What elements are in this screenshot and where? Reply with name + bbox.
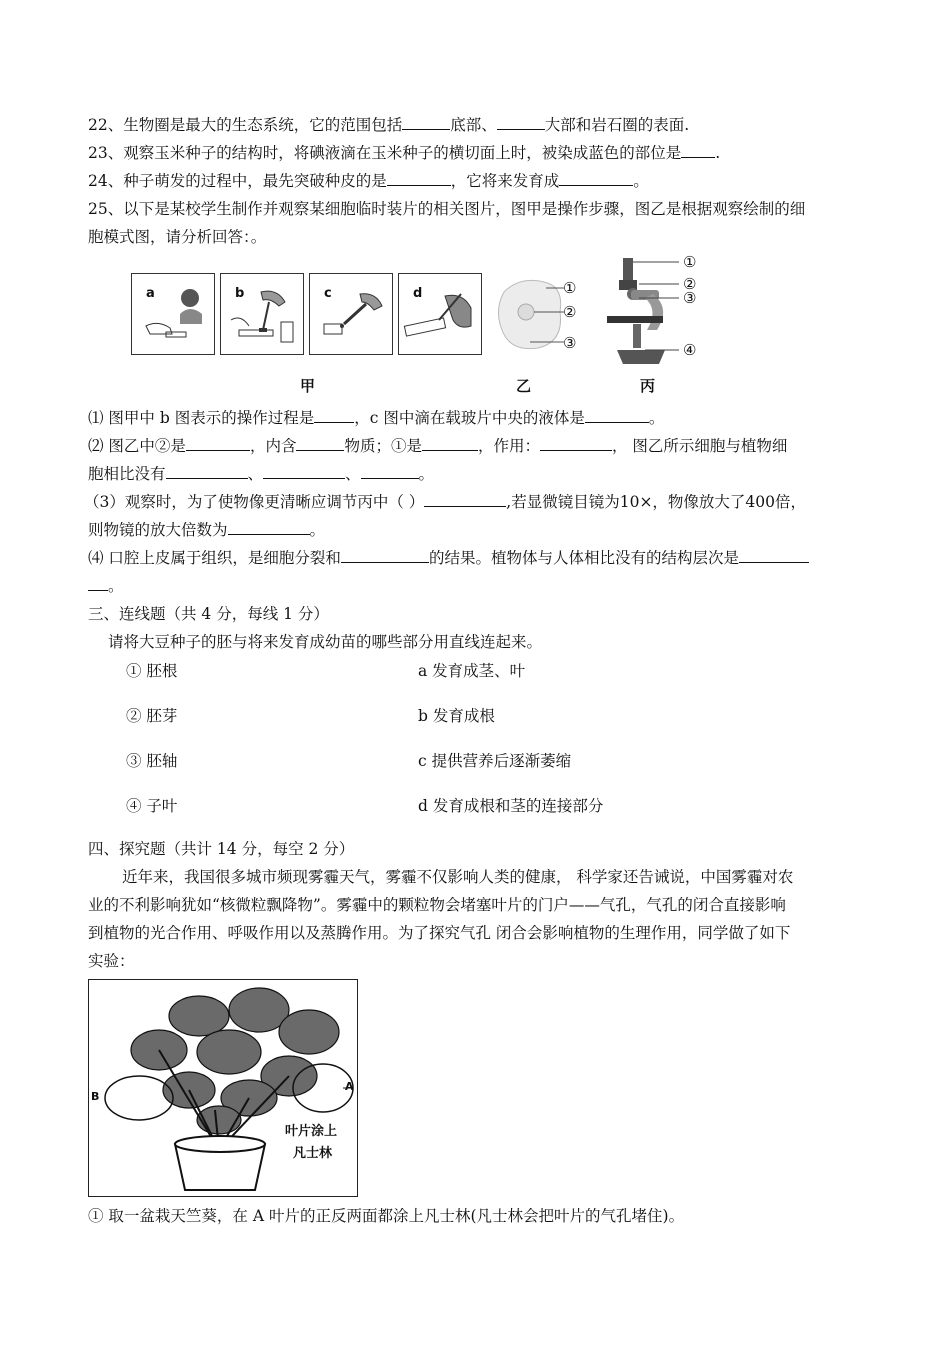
sub2-text-5: ， 图乙所示细胞与植物细 — [611, 437, 788, 455]
match-left-1[interactable]: ① 胚根 — [126, 662, 178, 680]
match-right-a[interactable]: a 发育成茎、叶 — [418, 662, 526, 680]
sub3-text: （3）观察时，为了使物像更清晰应调节丙中（ ） — [84, 493, 425, 511]
answer-blank[interactable] — [186, 436, 250, 451]
scope-label-2: ② — [683, 275, 697, 293]
answer-blank[interactable] — [540, 436, 612, 451]
answer-blank[interactable] — [361, 464, 419, 479]
section-3-instruction: 请将大豆种子的胚与将来发育成幼苗的哪些部分用直线连起来。 — [108, 633, 543, 651]
sub2-text-3: 物质；①是 — [344, 437, 422, 455]
sub3b-text: 则物镜的放大倍数为 — [88, 521, 228, 539]
figure-step-c — [309, 273, 393, 355]
answer-blank[interactable] — [88, 576, 108, 591]
leaf-label-b: B — [91, 1090, 100, 1103]
step-label-a: a — [146, 286, 155, 301]
plant-note-line-1: 叶片涂上 — [285, 1124, 338, 1139]
figure-geranium-plant — [88, 979, 358, 1197]
cell-label-2: ② — [563, 303, 577, 321]
sub-question-4 — [88, 547, 809, 569]
q24-text-2: ，它将来发育成 — [450, 172, 560, 190]
sub4-text-2: 的结果。植物体与人体相比没有的结构层次是 — [428, 549, 739, 567]
answer-blank[interactable] — [739, 548, 809, 563]
leaf-label-a: A — [345, 1080, 354, 1093]
match-right-b[interactable]: b 发育成根 — [418, 707, 495, 725]
answer-blank[interactable] — [424, 492, 506, 507]
sub4-text: ⑷ 口腔上皮属于组织，是细胞分裂和 — [88, 549, 341, 567]
question-25-line2: 胞模式图，请分析回答：。 — [88, 228, 267, 246]
sub1-text: ⑴ 图甲中 b 图表示的操作过程是 — [88, 409, 315, 427]
q22-text-3: 大部和岩石圈的表面. — [544, 116, 690, 134]
figure-step-d — [398, 273, 482, 355]
sub1-text-2: ，c 图中滴在载玻片中央的液体是 — [354, 409, 585, 427]
answer-blank[interactable] — [402, 115, 450, 130]
question-22 — [88, 114, 689, 136]
q22-text-2: 底部、 — [450, 116, 497, 134]
plant-illustration — [89, 980, 357, 1196]
answer-blank[interactable] — [166, 464, 248, 479]
section-4-paragraph-1: 近年来，我国很多城市频现雾霾天气，雾霾不仅影响人类的健康， 科学家还告诫说，中国雾霾对农 — [122, 868, 794, 886]
scope-label-1: ① — [683, 253, 697, 271]
caption-bing: 丙 — [640, 377, 656, 395]
answer-blank[interactable] — [497, 115, 545, 130]
sub2b-text: 胞相比没有 — [88, 465, 166, 483]
step-b-illustration — [221, 274, 303, 354]
sub2b-sep-1: 、 — [247, 465, 264, 483]
sub4b-end: 。 — [108, 577, 124, 595]
step-label-d: d — [413, 286, 423, 301]
answer-blank[interactable] — [263, 464, 345, 479]
answer-blank[interactable] — [422, 436, 478, 451]
section-4-title: 四、探究题（共计 14 分，每空 2 分） — [88, 840, 355, 858]
plant-note-line-2: 凡士林 — [293, 1146, 333, 1161]
step-d-illustration — [399, 274, 481, 354]
section-4-paragraph-3: 到植物的光合作用、呼吸作用以及蒸腾作用。为了探究气孔 闭合会影响植物的生理作用，同学做了如下 — [88, 924, 791, 942]
match-left-4[interactable]: ④ 子叶 — [126, 797, 178, 815]
caption-jia: 甲 — [300, 377, 316, 395]
answer-blank[interactable] — [296, 436, 344, 451]
sub3b-end: 。 — [309, 521, 326, 539]
figure-step-b — [220, 273, 304, 355]
figure-step-a — [131, 273, 215, 355]
experiment-step-1: ① 取一盆栽天竺葵，在 A 叶片的正反两面都涂上凡士林(凡士林会把叶片的气孔堵住)。 — [88, 1207, 685, 1225]
sub1-text-3: 。 — [648, 409, 665, 427]
answer-blank[interactable] — [559, 171, 633, 186]
sub2b-end: 。 — [418, 465, 435, 483]
step-c-illustration — [310, 274, 392, 354]
q24-text-3: 。 — [633, 172, 649, 190]
sub2-text-4: ，作用： — [477, 437, 540, 455]
answer-blank[interactable] — [314, 408, 354, 423]
sub-question-3 — [84, 491, 806, 513]
answer-blank[interactable] — [387, 171, 451, 186]
section-4-paragraph-4: 实验： — [88, 952, 135, 970]
sub-question-2 — [88, 435, 787, 457]
q24-text: 24、种子萌发的过程中，最先突破种皮的是 — [88, 172, 387, 190]
section-3-title: 三、连线题（共 4 分，每线 1 分） — [88, 605, 329, 623]
sub-question-2-cont — [88, 463, 434, 485]
match-right-d[interactable]: d 发育成根和茎的连接部分 — [418, 797, 604, 815]
sub3-text-2: ,若显微镜目镜为10×，物像放大了400倍， — [506, 493, 807, 511]
cell-label-1: ① — [563, 279, 577, 297]
question-24 — [88, 170, 649, 192]
answer-blank[interactable] — [585, 408, 649, 423]
match-right-c[interactable]: c 提供营养后逐渐萎缩 — [418, 752, 572, 770]
match-left-3[interactable]: ③ 胚轴 — [126, 752, 178, 770]
scope-label-4: ④ — [683, 341, 697, 359]
match-left-2[interactable]: ② 胚芽 — [126, 707, 178, 725]
sub2-text-2: ，内含 — [249, 437, 297, 455]
sub-question-4-cont — [88, 575, 124, 597]
question-23 — [88, 142, 720, 164]
section-4-paragraph-2: 业的不利影响犹如“核微粒飘降物”。雾霾中的颗粒物会堵塞叶片的门户——气孔，气孔的闭合直接影响 — [88, 896, 786, 914]
q23-text-2: . — [715, 144, 721, 162]
figure-microscope — [595, 254, 685, 368]
answer-blank[interactable] — [681, 143, 715, 158]
cell-label-3: ③ — [563, 334, 577, 352]
question-25-line1: 25、以下是某校学生制作并观察某细胞临时装片的相关图片，图甲是操作步骤，图乙是根据观察绘制的细 — [88, 200, 806, 218]
sub2b-sep-2: 、 — [345, 465, 361, 483]
sub-question-3-cont — [88, 519, 325, 541]
sub-question-1 — [88, 407, 664, 429]
answer-blank[interactable] — [228, 520, 310, 535]
step-a-illustration — [132, 274, 214, 354]
step-label-c: c — [324, 286, 332, 301]
q23-text: 23、观察玉米种子的结构时，将碘液滴在玉米种子的横切面上时，被染成蓝色的部位是 — [88, 144, 682, 162]
scope-label-3: ③ — [683, 289, 697, 307]
step-label-b: b — [235, 286, 245, 301]
sub2-text: ⑵ 图乙中②是 — [88, 437, 186, 455]
q22-text: 22、生物圈是最大的生态系统，它的范围包括 — [88, 116, 403, 134]
caption-yi: 乙 — [516, 377, 532, 395]
answer-blank[interactable] — [341, 548, 429, 563]
